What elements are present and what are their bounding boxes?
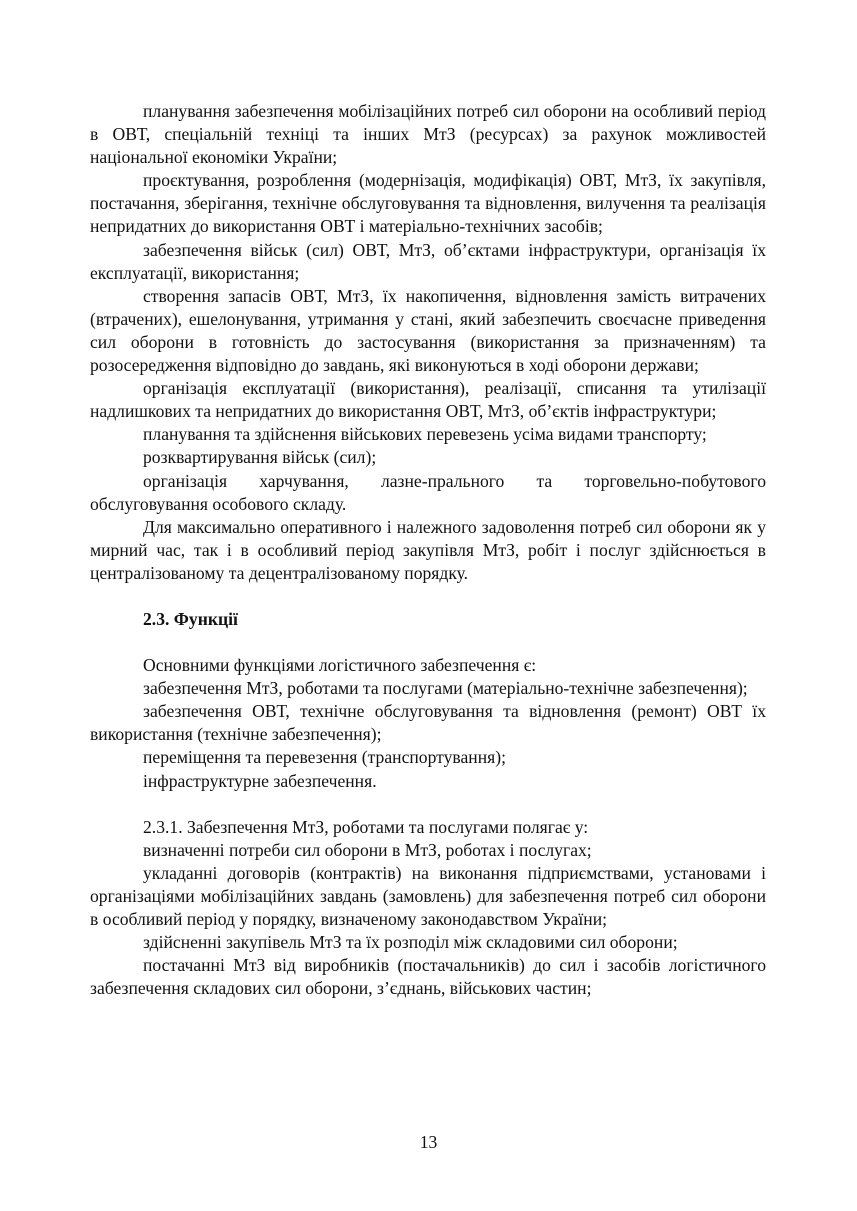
- paragraph: організація експлуатації (використання), реалізації, списання та утилізації надлишкових та непридатних до використання ОВТ, МтЗ, об’єктів інфраструктури;: [90, 378, 766, 422]
- paragraph: розквартирування військ (сил);: [143, 447, 377, 468]
- paragraph: планування забезпечення мобілізаційних потреб сил оборони на особливий період в ОВТ, спеціальній техніці та інших МтЗ (ресурсах) за рахунок можливостей національної економіки України;: [90, 101, 766, 168]
- page-number: 13: [419, 1132, 438, 1152]
- list-item: визначенні потреби сил оборони в МтЗ, роботах і послугах;: [143, 839, 592, 860]
- list-item: постачанні МтЗ від виробників (постачальників) до сил і засобів логістичного забезпечення складових сил оборони, з’єднань, військових частин;: [90, 955, 766, 999]
- list-item: укладанні договорів (контрактів) на виконання підприємствами, установами і організаціями мобілізаційних завдань (замовлень) для забезпечення потреб сил оборони в особливий період у порядку, визначеному законодавством України;: [90, 862, 766, 929]
- paragraph: забезпечення військ (сил) ОВТ, МтЗ, об’єктами інфраструктури, організація їх експлуатації, використання;: [90, 239, 766, 283]
- list-item: забезпечення ОВТ, технічне обслуговування та відновлення (ремонт) ОВТ їх використання (технічне забезпечення);: [90, 701, 766, 745]
- paragraph: проєктування, розроблення (модернізація, модифікація) ОВТ, МтЗ, їх закупівля, постачання, зберігання, технічне обслуговування та відновлення, вилучення та реалізація непридатних до використання ОВТ і матеріально-технічних засобів;: [90, 170, 766, 237]
- list-item: інфраструктурне забезпечення.: [143, 770, 377, 791]
- paragraph: Для максимально оперативного і належного задоволення потреб сил оборони як у мирний час, так і в особливий період закупівля МтЗ, робіт і послуг здійснюється в централізованому та децентралізованому порядку.: [90, 516, 766, 583]
- paragraph: планування та здійснення військових перевезень усіма видами транспорту;: [143, 424, 707, 445]
- list-item: переміщення та перевезення (транспортування);: [143, 747, 506, 768]
- list-item: здійсненні закупівель МтЗ та їх розподіл між складовими сил оборони;: [143, 932, 678, 953]
- subsection-intro: 2.3.1. Забезпечення МтЗ, роботами та послугами полягає у:: [143, 816, 589, 837]
- paragraph: організація харчування, лазне-прального та торговельно-побутового обслуговування особового складу.: [90, 470, 766, 514]
- paragraph: створення запасів ОВТ, МтЗ, їх накопичення, відновлення замість витрачених (втрачених), ешелонування, утримання у стані, який забезпечить своєчасне приведення сил оборони в готовність до застосування (використання за призначенням) та розосередження відповідно до завдань, які виконуються в ході оборони держави;: [90, 285, 766, 376]
- section-heading: 2.3. Функції: [143, 608, 238, 629]
- list-item: забезпечення МтЗ, роботами та послугами (матеріально-технічне забезпечення);: [143, 678, 748, 699]
- functions-intro: Основними функціями логістичного забезпечення є:: [143, 655, 537, 676]
- page-content: [90, 100, 766, 1000]
